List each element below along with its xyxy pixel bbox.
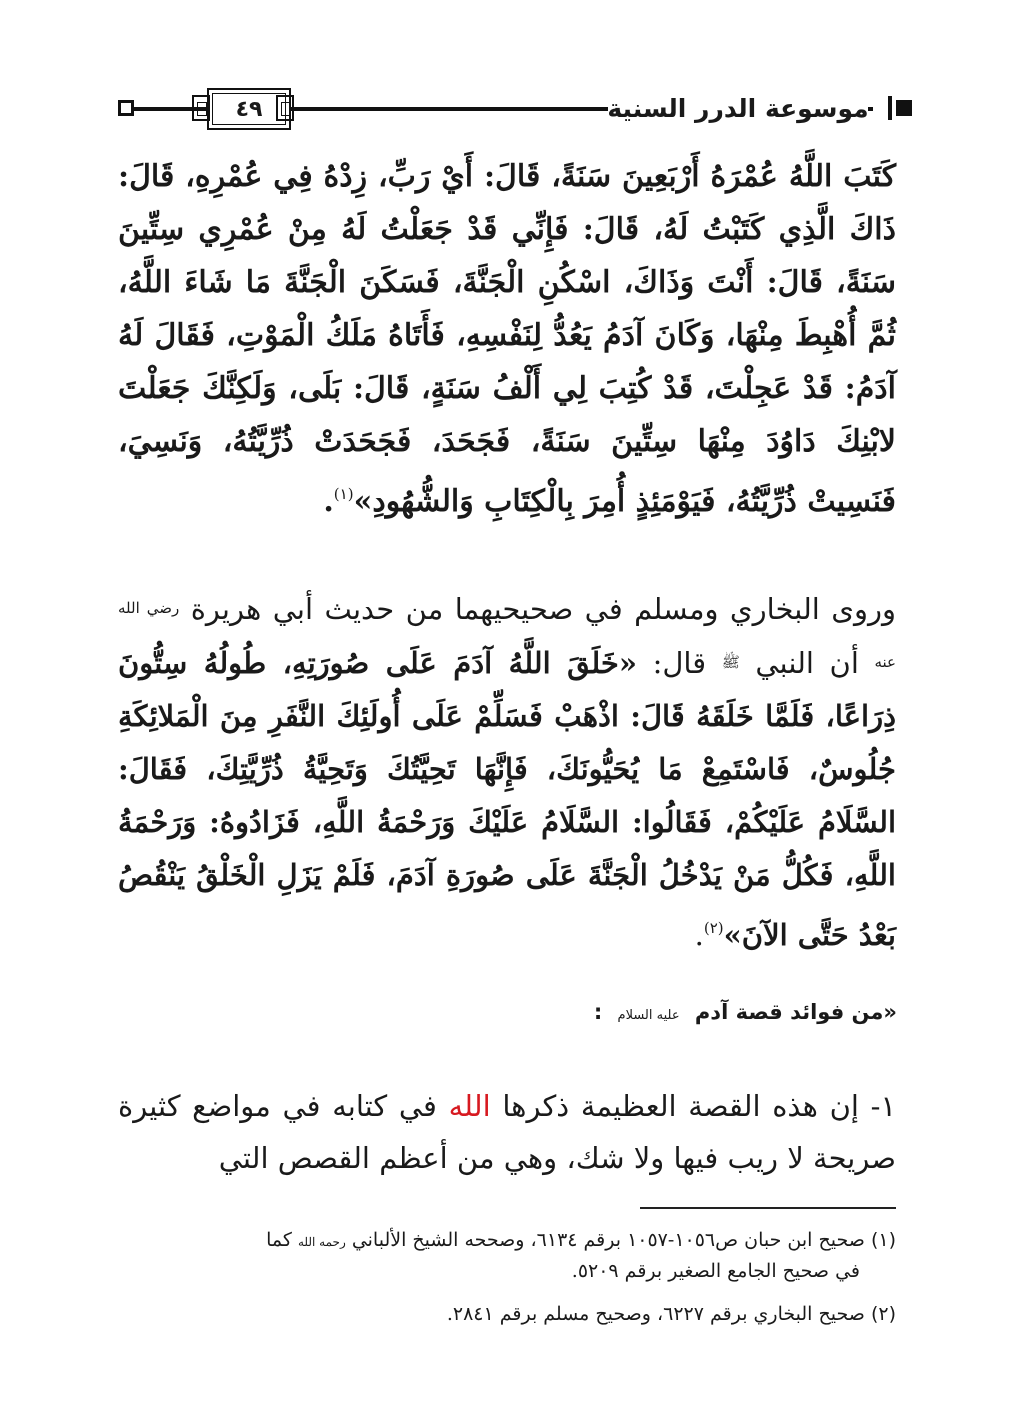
page-number: ٤٩ bbox=[207, 88, 291, 130]
paragraph-2-end: . bbox=[694, 918, 704, 952]
book-title: موسوعة الدرر السنية bbox=[608, 86, 868, 130]
honorific-albani: رحمه الله bbox=[297, 1235, 346, 1249]
footnote-1-number: (١) bbox=[870, 1229, 896, 1251]
honorific-adam: عليه السلام bbox=[617, 1008, 680, 1023]
footnote-ref-2[interactable]: (٢) bbox=[703, 919, 724, 937]
paragraph-1-text: كَتَبَ اللَّهُ عُمْرَهُ أَرْبَعِينَ سَنَةً، قَالَ: أَيْ رَبِّ، زِدْهُ فِي عُمْرِهِ، قَالَ: ذَاكَ الَّذِي كَتَبْتُ لَهُ، قَالَ: فَإِنِّي قَدْ جَعَلْتُ لَهُ مِنْ عُمْرِي سِتِّينَ سَنَةً، قَالَ: أَنْتَ وَذَاكَ، اسْكُنِ الْجَنَّةَ، فَسَكَنَ الْجَنَّةَ مَا شَاءَ اللَّهُ، ثُمَّ أُهْبِطَ مِنْهَا، وَكَانَ آدَمُ يَعُدُّ لِنَفْسِهِ، فَأَتَاهُ مَلَكُ الْمَوْتِ، فَقَالَ لَهُ آدَمُ: قَدْ عَجِلْتَ، قَدْ كُتِبَ لِي أَلْفُ سَنَةٍ، قَالَ: بَلَى، وَلَكِنَّكَ جَعَلْتَ لابْنِكَ دَاوُدَ مِنْهَا سِتِّينَ سَنَةً، فَجَحَدَ، فَجَحَدَتْ ذُرِّيَّتُهُ، وَنَسِيَ، فَنَسِيتْ ذُرِّيَّتُهُ، فَيَوْمَئِذٍ أُمِرَ بِالْكِتَابِ وَالشُّهُودِ» bbox=[118, 159, 896, 519]
hadith-paragraph-1 bbox=[118, 150, 896, 528]
hadith-paragraph-2 bbox=[118, 582, 896, 962]
heading-title: من فوائد قصة آدم bbox=[694, 1000, 884, 1024]
paragraph-3-after: في كتابه في مواضع كثيرة صريحة لا ريب فيها ولا شك، وهي من أعظم القصص التي bbox=[118, 1089, 896, 1175]
footnote-separator bbox=[640, 1207, 896, 1209]
footnote-ref-1[interactable]: (١) bbox=[333, 485, 354, 503]
paragraph-2-said: قال: bbox=[652, 646, 707, 680]
page-header bbox=[118, 86, 896, 136]
right-square-ornament bbox=[896, 100, 912, 116]
footnote-1-continuation: في صحيح الجامع الصغير برقم ٥٢٠٩. bbox=[571, 1260, 860, 1282]
header-bar-end bbox=[888, 96, 892, 120]
footnote-2-number: (٢) bbox=[870, 1303, 896, 1325]
paragraph-3-before: ١- إن هذه القصة العظيمة ذكرها bbox=[502, 1089, 897, 1123]
paragraph-2-mid: أن النبي bbox=[755, 646, 859, 680]
footnote-2-text: صحيح البخاري برقم ٦٢٢٧، وصحيح مسلم برقم ٢٨٤١. bbox=[446, 1303, 865, 1325]
paragraph-1-end: . bbox=[323, 484, 334, 519]
allah-word: الله bbox=[448, 1089, 491, 1123]
footnote-1-text-after: كما bbox=[266, 1229, 292, 1251]
left-square-ornament bbox=[118, 100, 134, 116]
footnote-1 bbox=[118, 1226, 896, 1286]
heading-colon: : bbox=[593, 1000, 603, 1024]
benefit-paragraph-1 bbox=[118, 1080, 896, 1184]
footnote-1-text: صحيح ابن حبان ص١٠٥٦-١٠٥٧ برقم ٦١٣٤، وصححه الشيخ الألباني bbox=[351, 1229, 865, 1251]
section-heading bbox=[594, 1000, 897, 1024]
hadith-quote: «خَلَقَ اللَّهُ آدَمَ عَلَى صُورَتِهِ، طُولُهُ سِتُّونَ ذِرَاعًا، فَلَمَّا خَلَقَهُ قَالَ: اذْهَبْ فَسَلِّمْ عَلَى أُولَئِكَ النَّفَرِ مِنَ الْمَلائِكَةِ جُلُوسٌ، فَاسْتَمِعْ مَا يُحَيُّونَكَ، فَإِنَّهَا تَحِيَّتُكَ وَتَحِيَّةُ ذُرِّيَّتِكَ، فَقَالَ: السَّلَامُ عَلَيْكُمْ، فَقَالُوا: السَّلَامُ عَلَيْكَ وَرَحْمَةُ اللَّهِ، فَزَادُوهُ: وَرَحْمَةُ اللَّهِ، فَكُلُّ مَنْ يَدْخُلُ الْجَنَّةَ عَلَى صُورَةِ آدَمَ، فَلَمْ يَزَلِ الْخَلْقُ يَنْقُصُ بَعْدُ حَتَّى الآنَ» bbox=[118, 646, 896, 952]
heading-marker: « bbox=[883, 1000, 897, 1024]
honorific-prophet: ﷺ bbox=[721, 653, 740, 671]
footnote-2 bbox=[118, 1300, 896, 1329]
paragraph-2-intro: وروى البخاري ومسلم في صحيحيهما من حديث أبي هريرة bbox=[190, 592, 897, 626]
honorific-companion: رضي الله عنه bbox=[118, 599, 896, 671]
